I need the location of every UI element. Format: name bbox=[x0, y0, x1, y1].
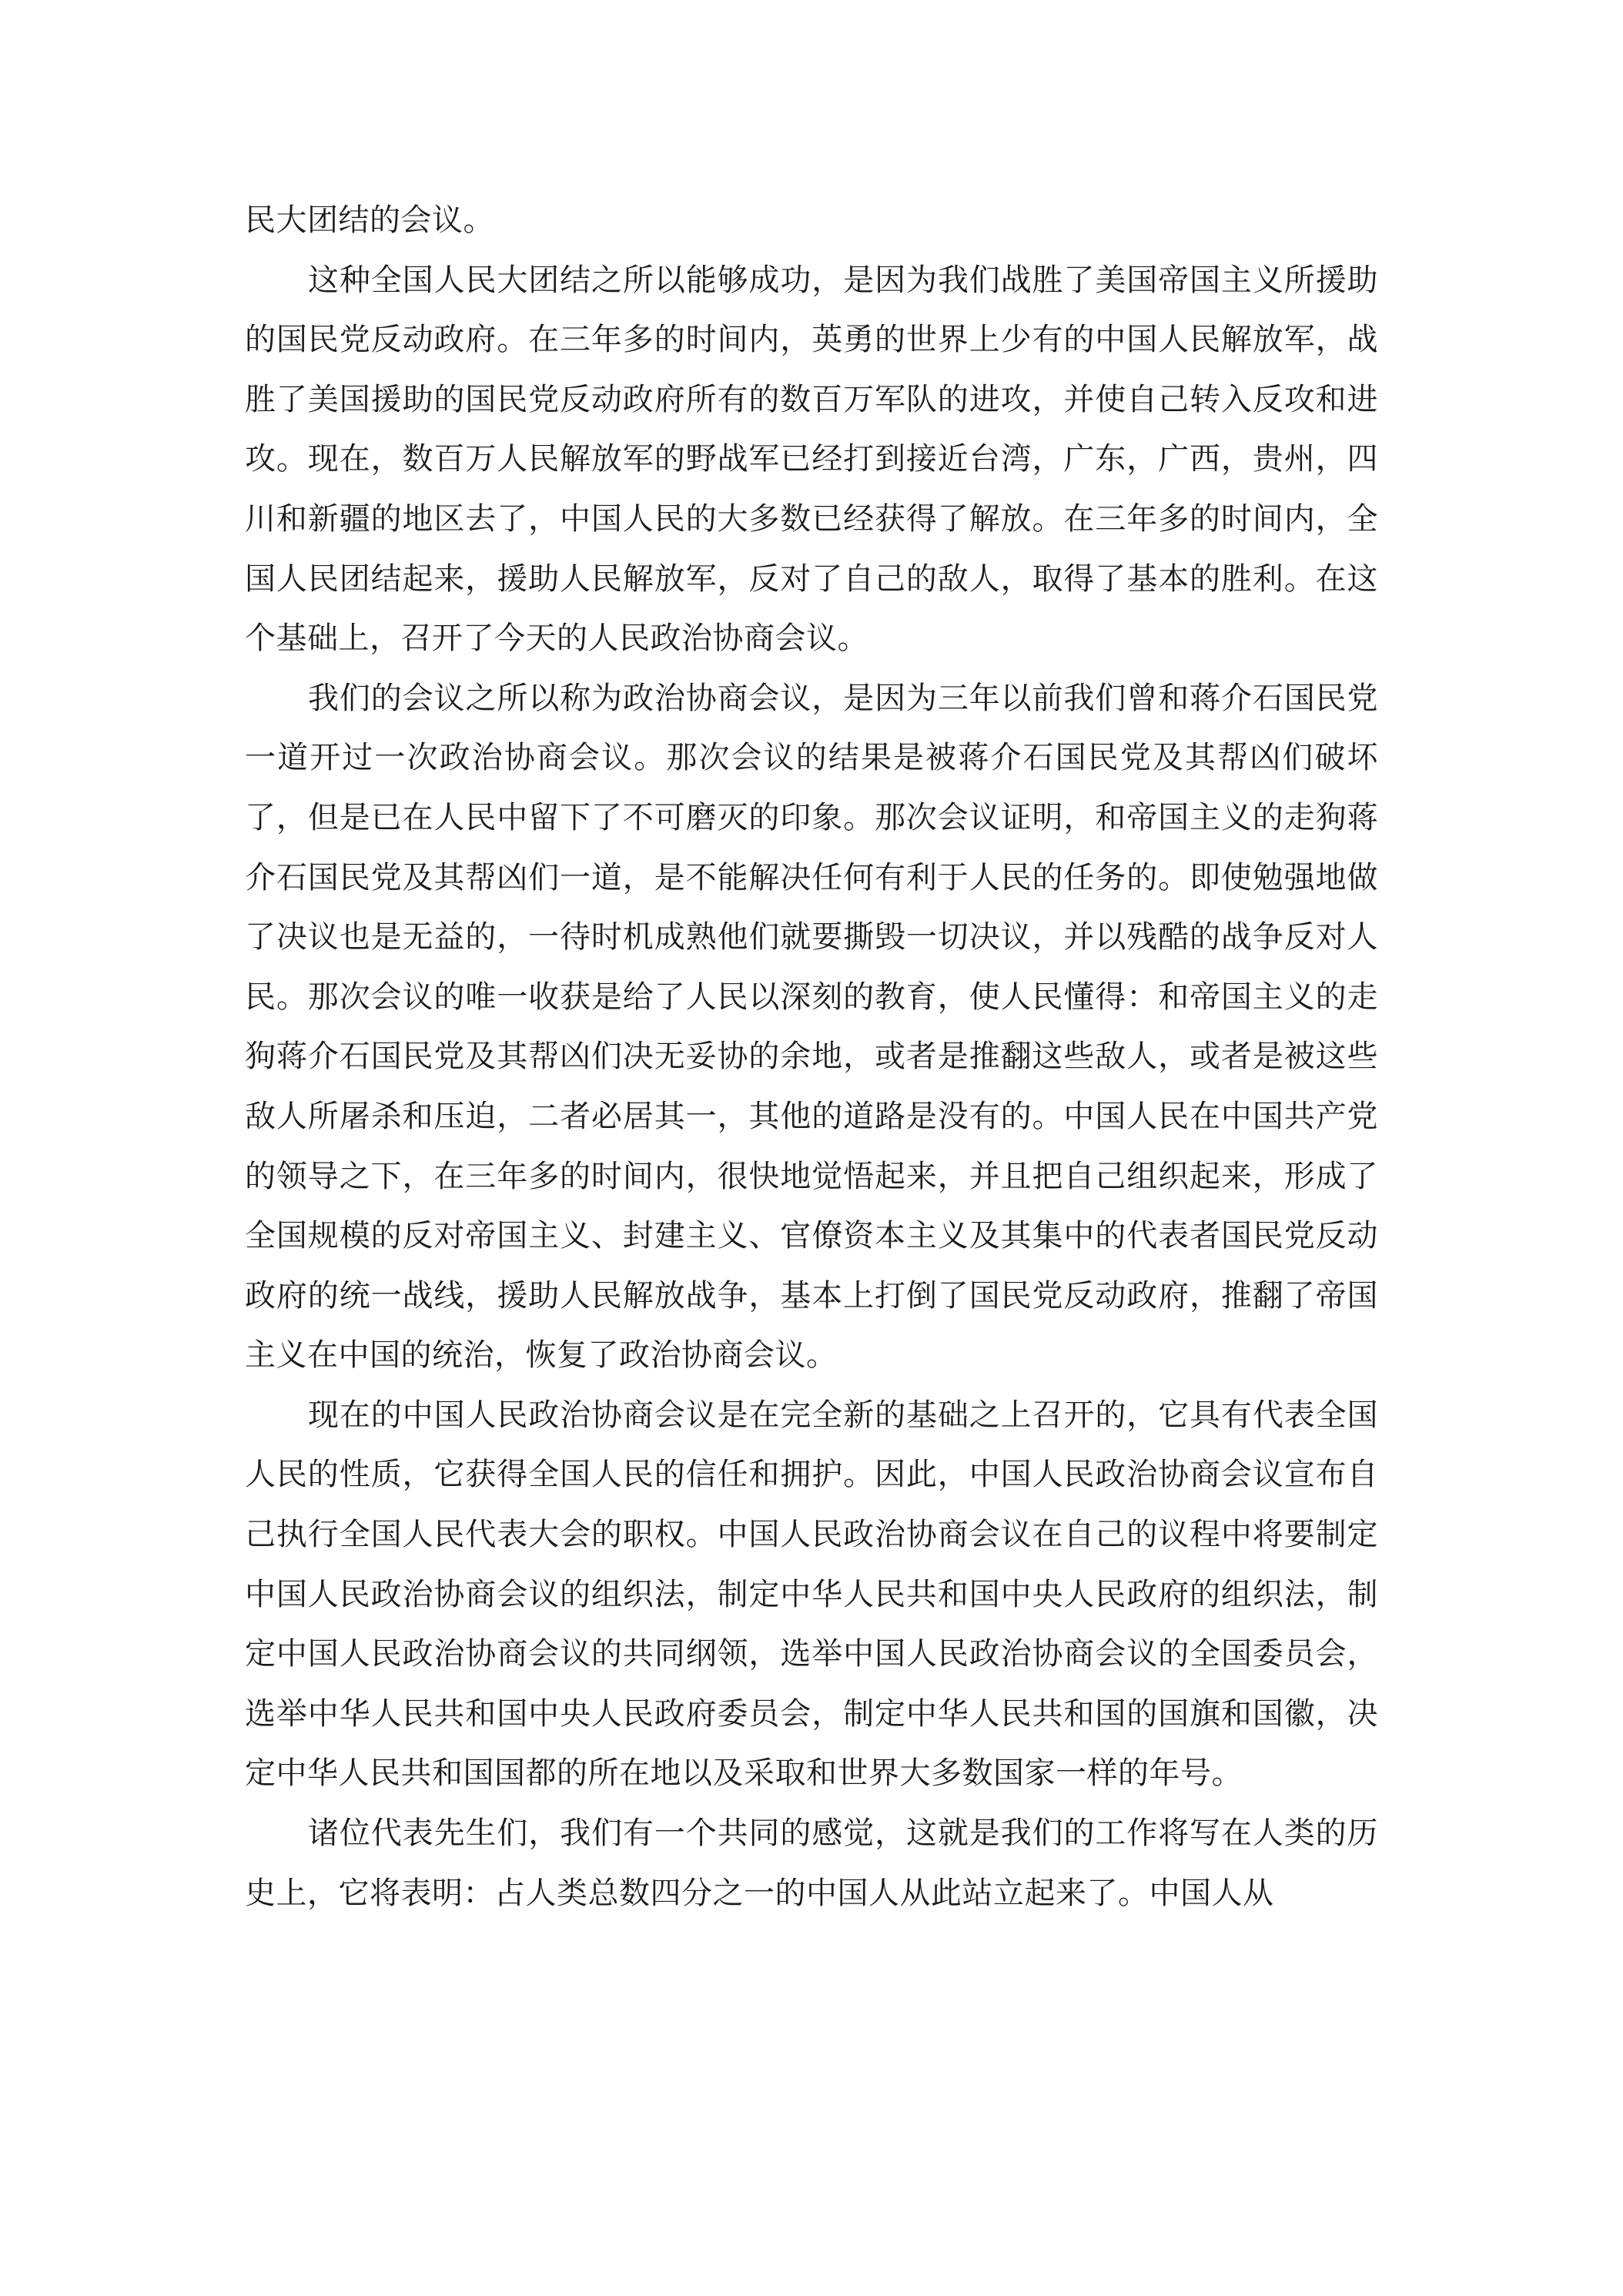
paragraph: 这种全国人民大团结之所以能够成功，是因为我们战胜了美国帝国主义所援助的国民党反动政府。在三年多的时间内，英勇的世界上少有的中国人民解放军，战胜了美国援助的国民党反动政府所有的数百万军队的进攻，并使自己转入反攻和进攻。现在，数百万人民解放军的野战军已经打到接近台湾，广东，广西，贵州，四川和新疆的地区去了，中国人民的大多数已经获得了解放。在三年多的时间内，全国人民团结起来，援助人民解放军，反对了自己的敌人，取得了基本的胜利。在这个基础上，召开了今天的人民政治协商会议。 bbox=[245, 262, 1378, 657]
paragraph-continuation: 民大团结的会议。 bbox=[245, 202, 494, 238]
paragraph: 现在的中国人民政治协商会议是在完全新的基础之上召开的，它具有代表全国人民的性质，它获得全国人民的信任和拥护。因此，中国人民政治协商会议宣布自己执行全国人民代表大会的职权。中国人民政治协商会议在自己的议程中将要制定中国人民政治协商会议的组织法，制定中华人民共和国中央人民政府的组织法，制定中国人民政治协商会议的共同纲领，选举中国人民政治协商会议的全国委员会，选举中华人民共和国中央人民政府委员会，制定中华人民共和国的国旗和国徽，决定中华人民共和国国都的所在地以及采取和世界大多数国家一样的年号。 bbox=[245, 1397, 1378, 1792]
document-body bbox=[245, 191, 1378, 1923]
paragraph: 诸位代表先生们，我们有一个共同的感觉，这就是我们的工作将写在人类的历史上，它将表明：占人类总数四分之一的中国人从此站立起来了。中国人从 bbox=[245, 1816, 1378, 1911]
paragraph: 我们的会议之所以称为政治协商会议，是因为三年以前我们曾和蒋介石国民党一道开过一次政治协商会议。那次会议的结果是被蒋介石国民党及其帮凶们破坏了，但是已在人民中留下了不可磨灭的印象。那次会议证明，和帝国主义的走狗蒋介石国民党及其帮凶们一道，是不能解决任何有利于人民的任务的。即使勉强地做了决议也是无益的，一待时机成熟他们就要撕毁一切决议，并以残酷的战争反对人民。那次会议的唯一收获是给了人民以深刻的教育，使人民懂得：和帝国主义的走狗蒋介石国民党及其帮凶们决无妥协的余地，或者是推翻这些敌人，或者是被这些敌人所屠杀和压迫，二者必居其一，其他的道路是没有的。中国人民在中国共产党的领导之下，在三年多的时间内，很快地觉悟起来，并且把自己组织起来，形成了全国规模的反对帝国主义、封建主义、官僚资本主义及其集中的代表者国民党反动政府的统一战线，援助人民解放战争，基本上打倒了国民党反动政府，推翻了帝国主义在中国的统治，恢复了政治协商会议。 bbox=[245, 680, 1378, 1374]
